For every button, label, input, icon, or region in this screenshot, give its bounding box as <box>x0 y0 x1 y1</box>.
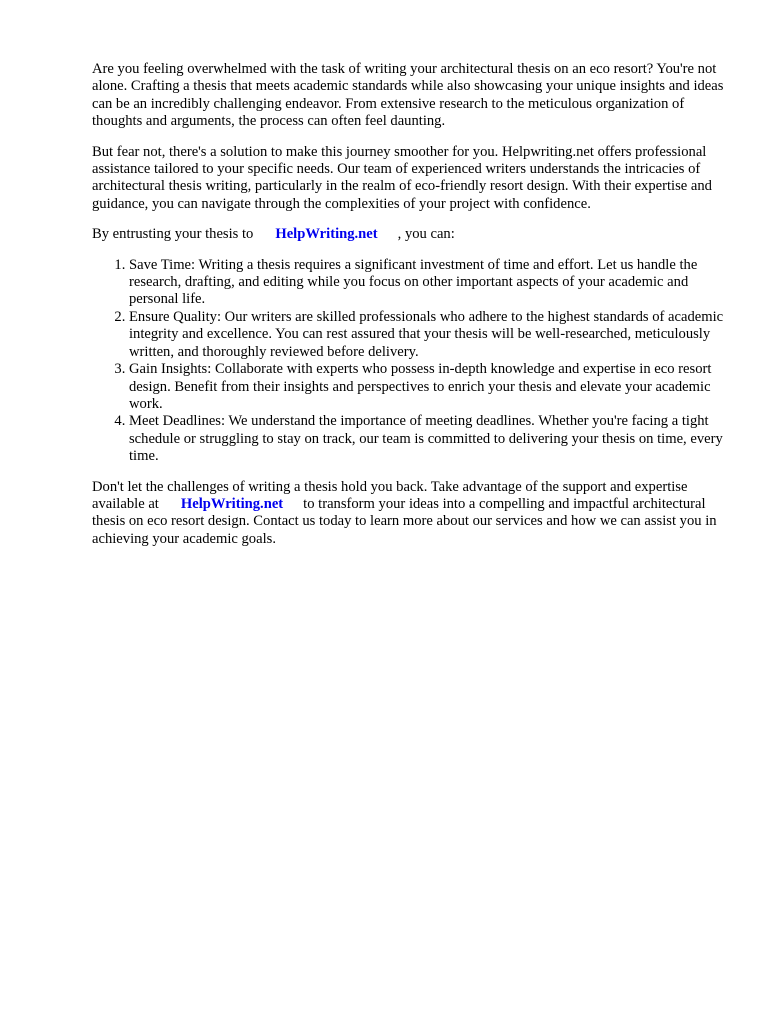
list-item: 2. Ensure Quality: Our writers are skilled professionals who adhere to the highest standards of academic integrity and excellence. You can rest assured that your thesis will be well-researched, meticulously written, and thoroughly reviewed before delivery. <box>129 309 726 361</box>
solution-paragraph: But fear not, there's a solution to make this journey smoother for you. Helpwriting.net offers professional assistance tailored to your specific needs. Our team of experienced writers understands the intricacies of architectural thesis writing, particularly in the realm of eco-friendly resort design. With their expertise and guidance, you can navigate through the complexities of your project with confidence. <box>92 143 712 212</box>
closing-text: Don't let the challenges of writing a thesis hold you back. Take advantage of the support and expertise available at <box>92 478 688 512</box>
list-item: 4. Meet Deadlines: We understand the importance of meeting deadlines. Whether you're facing a tight schedule or struggling to stay on track, our team is committed to delivering your thesis on time, every time. <box>129 413 726 465</box>
benefits-list <box>92 257 726 466</box>
helpwriting-link-closing[interactable]: HelpWriting.net <box>180 495 284 512</box>
closing-paragraph <box>92 479 726 549</box>
intro-paragraph: Are you feeling overwhelmed with the task of writing your architectural thesis on an eco resort? You're not alone. Crafting a thesis that meets academic standards while also showcasing your unique insights and ideas can be an incredibly challenging endeavor. From extensive research to the meticulous organization of thoughts and arguments, the process can often feel daunting. <box>92 61 724 130</box>
entrust-line <box>92 226 726 243</box>
closing-text-end: to transform your ideas into a compelling and impactful architectural thesis on eco resort design. Contact us today to learn more about our services and how we can assist you in achieving your academic goals. <box>92 495 717 547</box>
entrust-text: By entrusting your thesis to <box>92 226 254 243</box>
document-page <box>92 61 726 561</box>
entrust-suffix: , you can: <box>397 226 455 243</box>
list-item: 1. Save Time: Writing a thesis requires a significant investment of time and effort. Let us handle the research, drafting, and editing while you focus on other important aspects of your academic and personal life. <box>129 257 726 309</box>
helpwriting-link[interactable]: HelpWriting.net <box>275 226 378 243</box>
list-item: 3. Gain Insights: Collaborate with experts who possess in-depth knowledge and expertise in eco resort design. Benefit from their insights and perspectives to enrich your thesis and elevate your academic work. <box>129 361 726 413</box>
